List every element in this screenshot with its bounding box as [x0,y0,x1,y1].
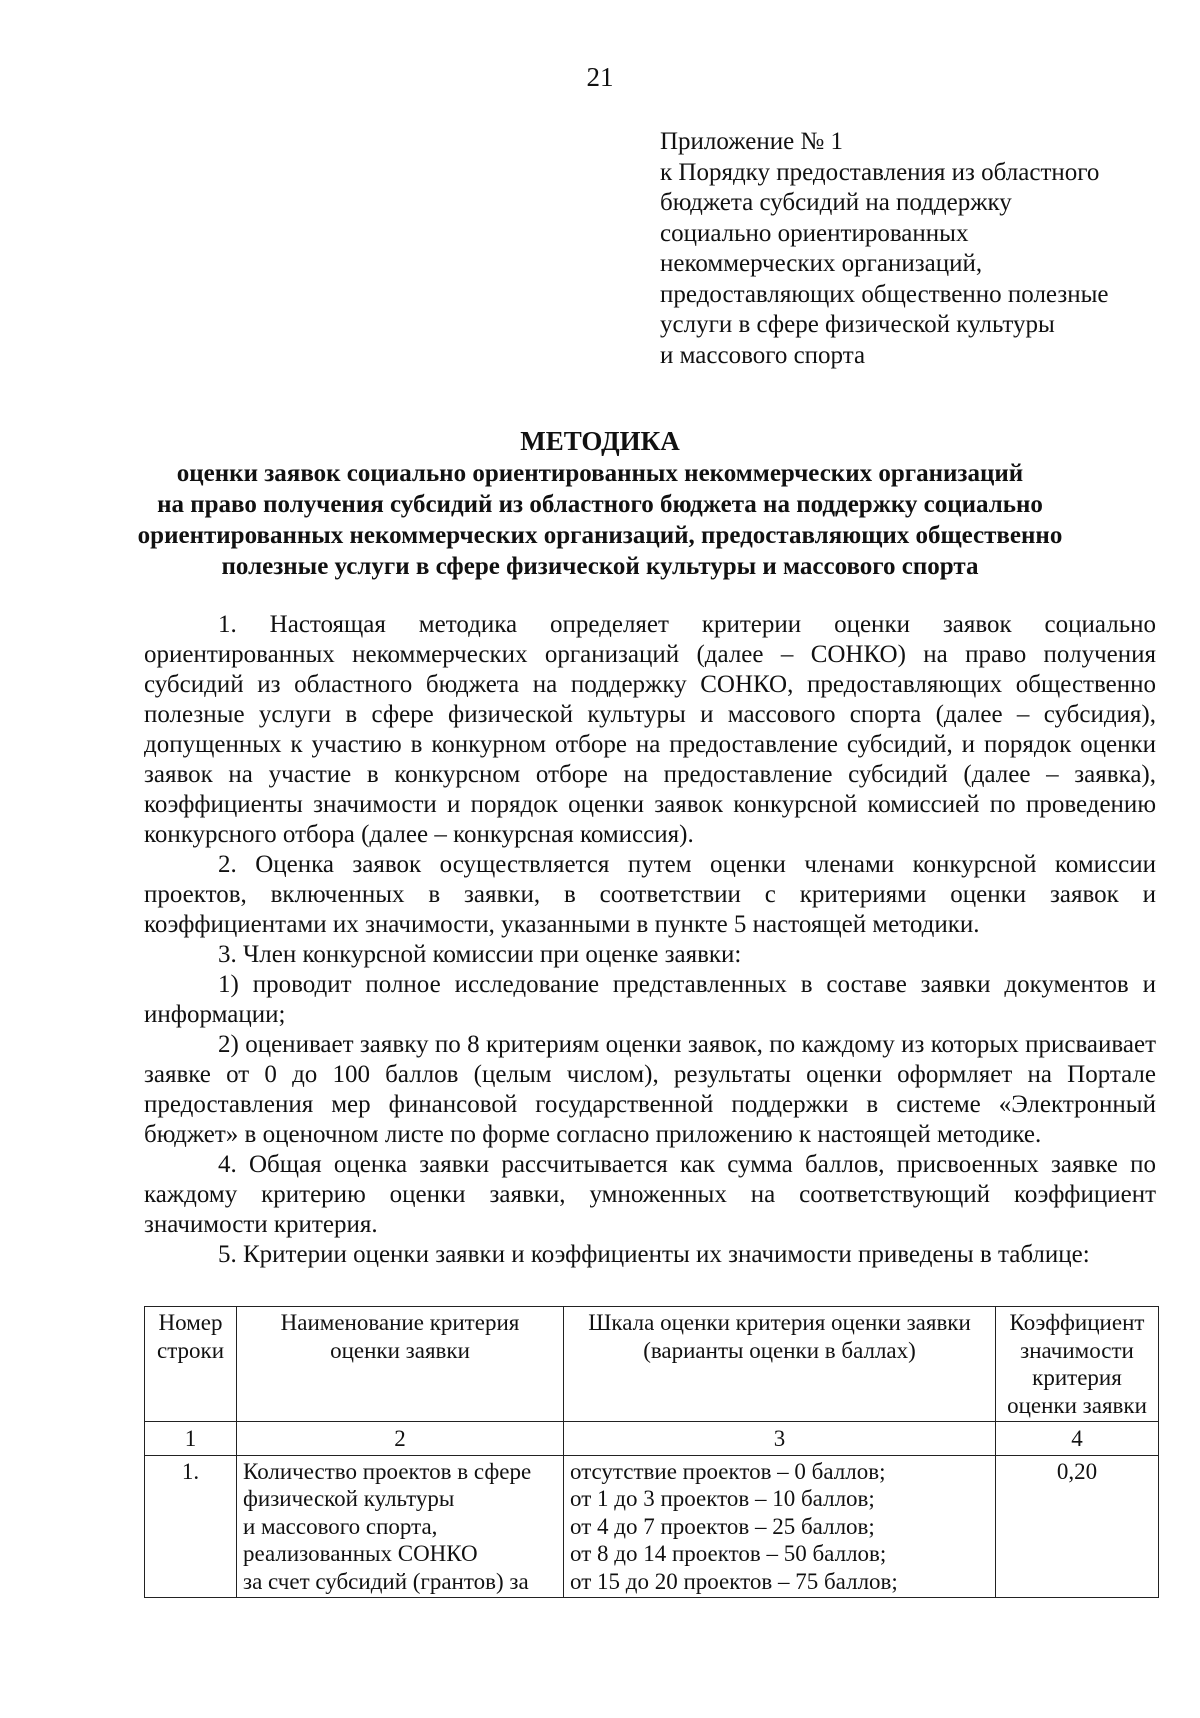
criteria-table [144,1306,1159,1598]
paragraph-3: 3. Член конкурсной комиссии при оценке заявки: [218,941,742,968]
paragraph-4: 4. Общая оценка заявки рассчитывается как сумма баллов, присвоенных заявке по каждому критерию оценки заявки, умноженных на соответствующий коэффициент значимости критерия. [144,1151,1156,1238]
appendix-line: социально ориентированных [660,219,969,247]
title-line: оценки заявок социально ориентированных некоммерческих организаций [176,460,1024,487]
title-line: на право получения субсидий из областного бюджета на поддержку социально [157,491,1043,518]
appendix-block [660,127,1180,371]
title-line: полезные услуги в сфере физической культуры и массового спорта [221,553,979,580]
appendix-line: предоставляющих общественно полезные [660,280,1109,308]
column-number: 1 [145,1422,237,1456]
appendix-line: бюджета субсидий на поддержку [660,189,1012,216]
header-criterion-name: Наименование критерия оценки заявки [237,1307,564,1422]
paragraph-1: 1. Настоящая методика определяет критерии оценки заявок социально ориентированных некоммерческих организаций (далее – СОНКО) на право получения субсидий из областного бюджета на поддержку СОНКО, предоставляющих общественно полезные услуги в сфере физической культуры и массового спорта (далее – субсидия), допущенных к участию в конкурном отборе на предоставление субсидий, и порядок оценки заявок на участие в конкурсном отборе на предоставление субсидий (далее – заявка), коэффициенты значимости и порядок оценки заявок конкурсной комиссией по проведению конкурсного отбора (далее – конкурсная комиссия). [144,611,1156,848]
document-body [144,610,1156,1270]
table-header-row [145,1307,1159,1422]
paragraph-2: 2. Оценка заявок осуществляется путем оценки членами конкурсной комиссии проектов, включенных в заявки, в соответствии с критериями оценки заявок и коэффициентами их значимости, указанными в пункте 5 настоящей методики. [144,851,1156,938]
column-number: 2 [237,1422,564,1456]
table-row [145,1455,1159,1598]
paragraph-5: 5. Критерии оценки заявки и коэффициенты их значимости приведены в таблице: [218,1241,1090,1268]
header-scale: Шкала оценки критерия оценки заявки (варианты оценки в баллах) [564,1307,996,1422]
title-main: МЕТОДИКА [520,426,680,456]
appendix-line: некоммерческих организаций, [660,250,983,277]
column-number: 3 [564,1422,996,1456]
paragraph-3-item-2: 2) оценивает заявку по 8 критериям оценки заявок, по каждому из которых присваивает заявке от 0 до 100 баллов (целым числом), результаты оценки оформляет на Портале предоставления мер финансовой государственной поддержки в системе «Электронный бюджет» в оценочном листе по форме согласно приложению к настоящей методике. [144,1031,1156,1148]
document-title [100,426,1100,582]
appendix-line: к Порядку предоставления из областного [660,158,1100,186]
column-numbers-row [145,1422,1159,1456]
header-row-number: Номер строки [145,1307,237,1422]
appendix-line: и массового спорта [660,341,866,369]
appendix-line: Приложение № 1 [660,128,844,155]
title-line: ориентированных некоммерческих организаций, предоставляющих общественно [137,522,1063,549]
criterion-scale: отсутствие проектов – 0 баллов; от 1 до 3 проектов – 10 баллов; от 4 до 7 проектов – 25 баллов; от 8 до 14 проектов – 50 баллов; от 15 до 20 проектов – 75 баллов; [564,1455,996,1598]
page-number: 21 [586,62,614,92]
criterion-coefficient: 0,20 [996,1455,1159,1598]
paragraph-3-item-1: 1) проводит полное исследование представленных в составе заявки документов и информации; [144,971,1156,1028]
header-coefficient: Коэффициент значимости критерия оценки заявки [996,1307,1159,1422]
criterion-name: Количество проектов в сфере физической культуры и массового спорта, реализованных СОНКО за счет субсидий (грантов) за [237,1455,564,1598]
appendix-line: услуги в сфере физической культуры [660,311,1055,338]
row-number: 1. [145,1455,237,1598]
column-number: 4 [996,1422,1159,1456]
